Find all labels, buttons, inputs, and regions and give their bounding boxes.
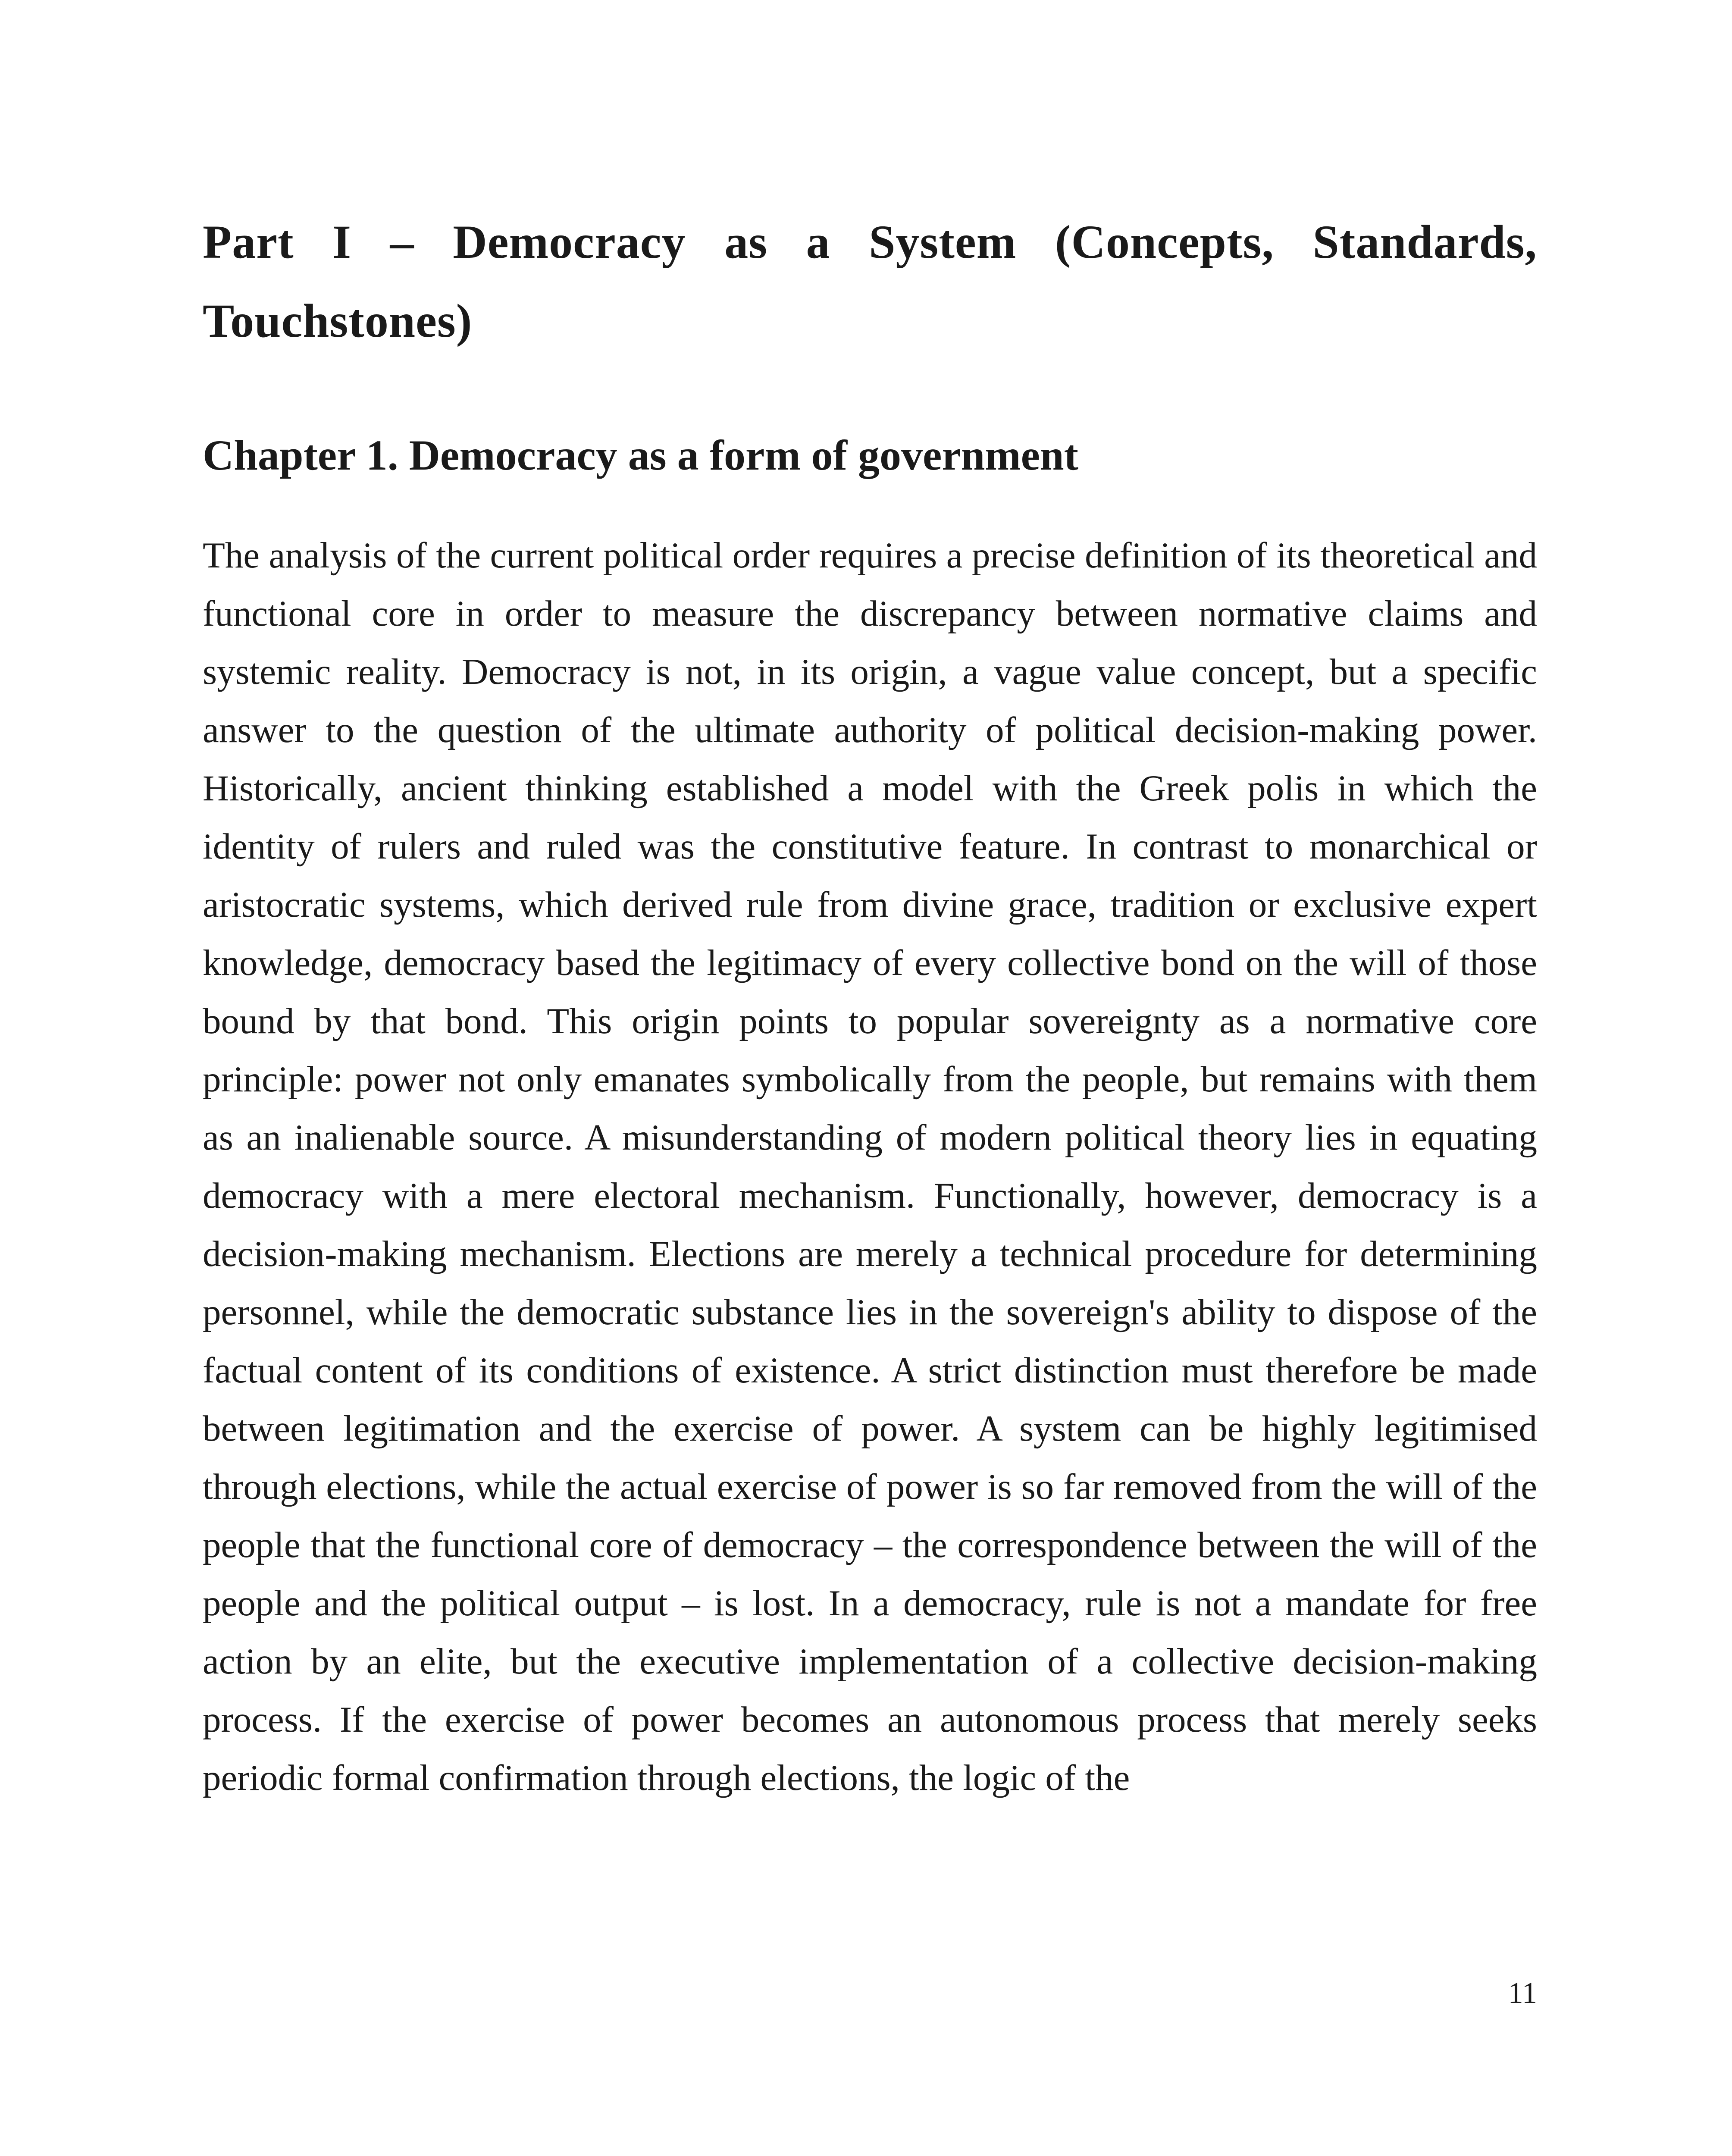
part-title: Part I – Democracy as a System (Concepts, Standards, Touchstones) bbox=[203, 216, 1537, 347]
page-content bbox=[203, 203, 1537, 1807]
body-paragraph: The analysis of the current political order requires a precise definition of its theoretical and functional core in order to measure the discrepancy between normative claims and systemic reality. Democracy is not, in its origin, a vague value concept, but a specific answer to the question of the ultimate authority of political decision-making power. Historically, ancient thinking established a model with the Greek polis in which the identity of rulers and ruled was the constitutive feature. In contrast to monarchical or aristocratic systems, which derived rule from divine grace, tradition or exclusive expert knowledge, democracy based the legitimacy of every collective bond on the will of those bound by that bond. This origin points to popular sovereignty as a normative core principle: power not only emanates symbolically from the people, but remains with them as an inalienable source. A misunderstanding of modern political theory lies in equating democracy with a mere electoral mechanism. Functionally, however, democracy is a decision-making mechanism. Elections are merely a technical procedure for determining personnel, while the democratic substance lies in the sovereign's ability to dispose of the factual content of its conditions of existence. A strict distinction must therefore be made between legitimation and the exercise of power. A system can be highly legitimised through elections, while the actual exercise of power is so far removed from the will of the people that the functional core of democracy – the correspondence between the will of the people and the political output – is lost. In a democracy, rule is not a mandate for free action by an elite, but the executive implementation of a collective decision-making process. If the exercise of power becomes an autonomous process that merely seeks periodic formal confirmation through elections, the logic of the bbox=[203, 535, 1537, 1798]
chapter-title: Chapter 1. Democracy as a form of government bbox=[203, 431, 1078, 479]
page-number: 11 bbox=[1508, 1977, 1537, 2010]
